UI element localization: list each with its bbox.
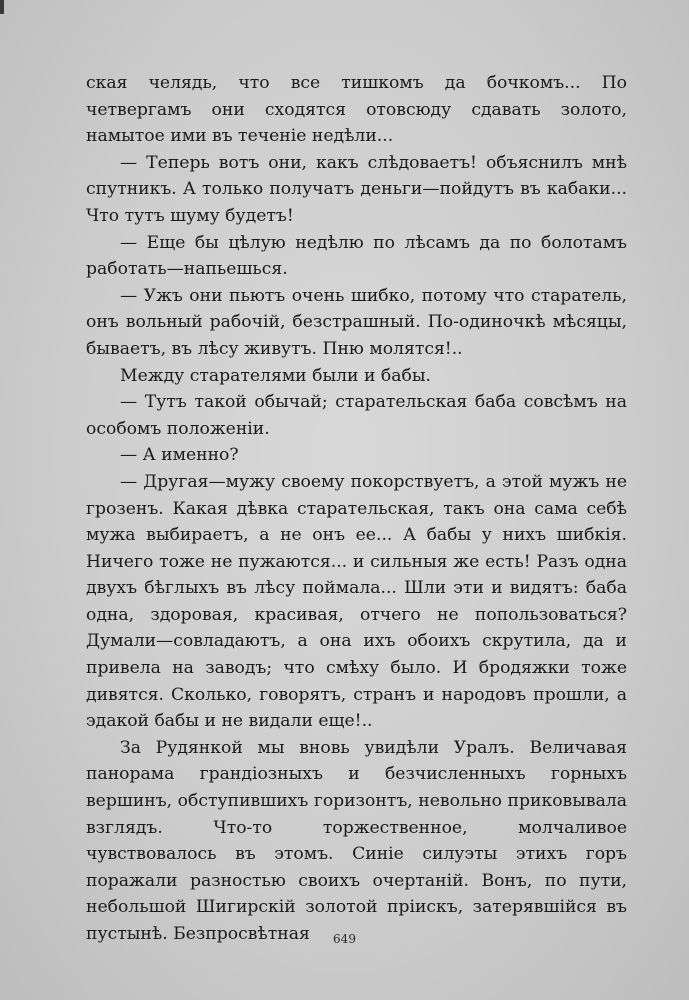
paragraph-dialogue: — Другая—мужу своему покорствуетъ, а этой мужъ не грозенъ. Какая дѣвка старательская, такъ она сама себѣ мужа выбираетъ, а не онъ ее... А бабы у нихъ шибкія. Ничего тоже не пужаются... и сильныя же есть! Разъ одна двухъ бѣглыхъ въ лѣсу поймала... Шли эти и видятъ: баба одна, здоровая, красивая, отчего не попользоваться? Думали—совладаютъ, а она ихъ обоихъ скрутила, да и привела на заводъ; что смѣху было. И бродяжки тоже дивятся. Сколько, говорятъ, странъ и народовъ прошли, а эдакой бабы и не видали еще!.. xyxy=(86,471,627,732)
paragraph-dialogue: — Ужъ они пьютъ очень шибко, потому что старатель, онъ вольный рабочій, безстрашный. По-одиночкѣ мѣсяцы, бываетъ, въ лѣсу живутъ. Пню молятся!.. xyxy=(86,285,627,359)
page-body-text xyxy=(86,70,627,948)
paragraph-dialogue: — Тутъ такой обычай; старательская баба совсѣмъ на особомъ положеніи. xyxy=(86,392,627,439)
page-number: 649 xyxy=(333,932,356,946)
paragraph-narration: За Рудянкой мы вновь увидѣли Уралъ. Величавая панорама грандіозныхъ и безчисленныхъ горныхъ вершинъ, обступившихъ горизонтъ, невольно приковывала взглядъ. Что-то торжественное, молчаливое чувствовалось въ этомъ. Синіе силуэты этихъ горъ поражали разностью своихъ очертаній. Вонъ, по пути, небольшой Шигирскій золотой пріискъ, затерявшійся въ пустынѣ. Безпросвѣтная xyxy=(86,737,627,944)
page-edge-mark xyxy=(0,0,4,14)
paragraph-continuation: ская челядь, что все тишкомъ да бочкомъ... По четвергамъ они сходятся отовсюду сдавать золото, намытое ими въ теченіе недѣли... xyxy=(86,73,627,147)
paragraph-dialogue: — Теперь вотъ они, какъ слѣдоваетъ! объяснилъ мнѣ спутникъ. А только получатъ деньги—пойдутъ въ кабаки... Что тутъ шуму будетъ! xyxy=(86,152,627,226)
paragraph-dialogue: — Еще бы цѣлую недѣлю по лѣсамъ да по болотамъ работать—напьешься. xyxy=(86,232,627,280)
paragraph-narration: Между старателями были и бабы. xyxy=(120,365,431,386)
paragraph-dialogue: — А именно? xyxy=(120,445,239,466)
